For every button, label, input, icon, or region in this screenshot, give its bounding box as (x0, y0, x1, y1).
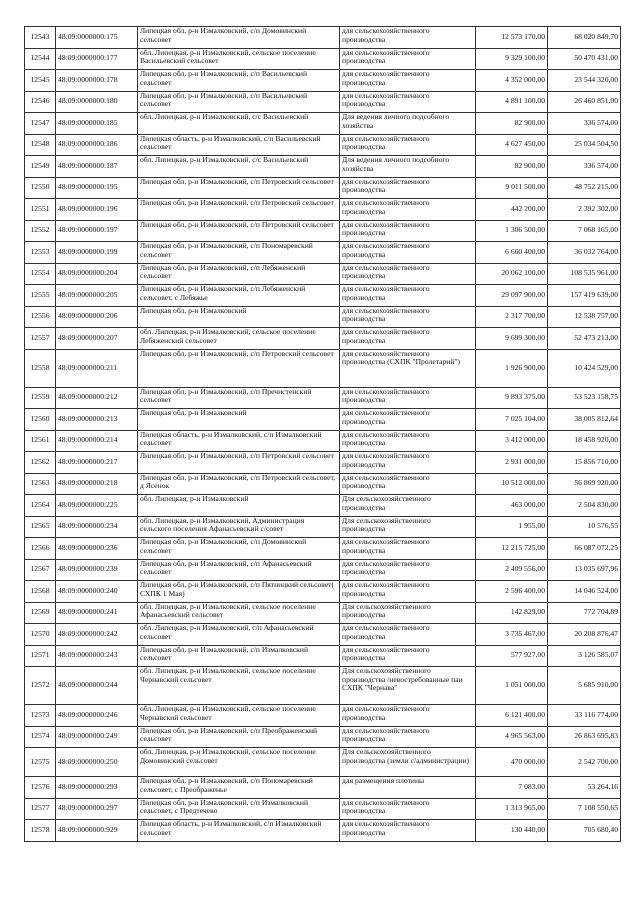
permitted-use-cell: для сельскохозяйственного производства (СХПК "Пролетарий") (340, 349, 476, 387)
cadastral-value-cell: 2 542 700,00 (548, 748, 621, 777)
table-row (25, 538, 621, 560)
permitted-use-cell: для сельскохозяйственного производства (340, 242, 476, 264)
table-row (25, 328, 621, 350)
location-cell: Липецкая обл, р-н Измалковский, с/п Измалковский сельсовет, с Предтечево (138, 798, 340, 820)
row-number: 12551 (25, 199, 56, 221)
table-row (25, 645, 621, 667)
area-value-cell: 3 735 467,00 (476, 624, 548, 646)
row-number: 12566 (25, 538, 56, 560)
row-number: 12568 (25, 581, 56, 603)
location-cell: обл. Липецкая, р-н Измалковский, с/п Афанасьевский сельсовет (138, 624, 340, 646)
area-value-cell: 4 627 450,00 (476, 134, 548, 156)
permitted-use-cell: для сельскохозяйственного производства (340, 285, 476, 307)
permitted-use-cell: для сельскохозяйственного производства (340, 452, 476, 474)
area-value-cell: 1 051 000,00 (476, 667, 548, 705)
permitted-use-cell: Для сельскохозяйственного производства (земли с/администрации) (340, 748, 476, 777)
row-number: 12559 (25, 387, 56, 409)
cadastral-number: 48:09:0000000:243 (56, 645, 138, 667)
cadastral-value-cell: 2 504 830,00 (548, 495, 621, 517)
permitted-use-cell: для сельскохозяйственного производства (340, 409, 476, 431)
permitted-use-cell: для сельскохозяйственного производства (340, 263, 476, 285)
cadastral-number: 48:09:0000000:211 (56, 349, 138, 387)
row-number: 12544 (25, 48, 56, 70)
cadastral-number: 48:09:0000000:185 (56, 113, 138, 135)
cadastral-value-cell: 7 068 165,00 (548, 220, 621, 242)
cadastral-value-cell: 68 020 849,70 (548, 27, 621, 49)
location-cell: Липецкая обл, р-н Измалковский, с/п Домовинский сельсовет (138, 538, 340, 560)
location-cell: Липецкая обл, р-н Измалковский, с/п Петровский сельсовет (138, 177, 340, 199)
cadastral-number: 48:09:0000000:199 (56, 242, 138, 264)
permitted-use-cell: для сельскохозяйственного производства (340, 581, 476, 603)
permitted-use-cell: для сельскохозяйственного производства (340, 177, 476, 199)
cadastral-value-cell: 705 680,40 (548, 820, 621, 842)
cadastral-value-cell: 36 032 764,00 (548, 242, 621, 264)
table-row (25, 285, 621, 307)
location-cell: обл. Липецкая, р-н Измалковский, сельское поселение Чернавский сельсовет (138, 667, 340, 705)
area-value-cell: 12 215 725,00 (476, 538, 548, 560)
row-number: 12565 (25, 516, 56, 538)
permitted-use-cell: для сельскохозяйственного производства (340, 473, 476, 495)
table-row (25, 798, 621, 820)
table-row (25, 452, 621, 474)
cadastral-value-cell: 26 863 695,83 (548, 726, 621, 748)
table-row (25, 559, 621, 581)
cadastral-value-cell: 25 034 504,50 (548, 134, 621, 156)
permitted-use-cell: для сельскохозяйственного производства (340, 705, 476, 727)
location-cell: Липецкая обл, р-н Измалковский, с/п Лебяженский сельсовет, с Лебяжье (138, 285, 340, 307)
table-row (25, 430, 621, 452)
row-number: 12571 (25, 645, 56, 667)
cadastral-value-cell: 772 704,89 (548, 602, 621, 624)
row-number: 12550 (25, 177, 56, 199)
area-value-cell: 1 306 500,00 (476, 220, 548, 242)
cadastral-number: 48:09:0000000:929 (56, 820, 138, 842)
table-row (25, 516, 621, 538)
area-value-cell: 2 409 556,00 (476, 559, 548, 581)
area-value-cell: 82 900,00 (476, 113, 548, 135)
table-row (25, 156, 621, 178)
area-value-cell: 4 891 100,00 (476, 91, 548, 113)
row-number: 12562 (25, 452, 56, 474)
row-number: 12556 (25, 306, 56, 328)
cadastral-number: 48:09:0000000:225 (56, 495, 138, 517)
table-row (25, 387, 621, 409)
location-cell: Липецкая обл, р-н Измалковский (138, 409, 340, 431)
cadastral-number: 48:09:0000000:180 (56, 91, 138, 113)
location-cell: обл. Липецкая, р-н Измалковский, Администрация сельского поселения Афанасьевский с/совет (138, 516, 340, 538)
area-value-cell: 130 440,00 (476, 820, 548, 842)
table-row (25, 263, 621, 285)
area-value-cell: 20 062 100,00 (476, 263, 548, 285)
permitted-use-cell: для сельскохозяйственного производства (340, 387, 476, 409)
table-row (25, 820, 621, 842)
permitted-use-cell: для сельскохозяйственного производства (340, 220, 476, 242)
row-number: 12555 (25, 285, 56, 307)
permitted-use-cell: для сельскохозяйственного производства (340, 430, 476, 452)
area-value-cell: 12 573 170,00 (476, 27, 548, 49)
area-value-cell: 10 512 000,00 (476, 473, 548, 495)
table-row (25, 409, 621, 431)
table-row (25, 624, 621, 646)
cadastral-number: 48:09:0000000:240 (56, 581, 138, 603)
area-value-cell: 470 000,00 (476, 748, 548, 777)
row-number: 12572 (25, 667, 56, 705)
table-row (25, 134, 621, 156)
row-number: 12560 (25, 409, 56, 431)
permitted-use-cell: Для сельскохозяйственного производства (340, 602, 476, 624)
permitted-use-cell: Для сельскохозяйственного производства (340, 495, 476, 517)
cadastral-number: 48:09:0000000:297 (56, 798, 138, 820)
row-number: 12561 (25, 430, 56, 452)
row-number: 12573 (25, 705, 56, 727)
cadastral-value-cell: 13 035 697,96 (548, 559, 621, 581)
cadastral-value-cell: 50 470 431,00 (548, 48, 621, 70)
cadastral-value-cell: 66 087 072,25 (548, 538, 621, 560)
table-row (25, 349, 621, 387)
location-cell: Липецкая обл, р-н Измалковский, с/п Петровский сельсовет (138, 452, 340, 474)
cadastral-value-cell: 14 046 524,00 (548, 581, 621, 603)
row-number: 12577 (25, 798, 56, 820)
area-value-cell: 9 893 375,00 (476, 387, 548, 409)
area-value-cell: 3 412 000,00 (476, 430, 548, 452)
permitted-use-cell: для сельскохозяйственного производства (340, 134, 476, 156)
table-row (25, 199, 621, 221)
row-number: 12578 (25, 820, 56, 842)
cadastral-value-cell: 336 574,00 (548, 113, 621, 135)
cadastral-value-cell: 157 419 639,00 (548, 285, 621, 307)
location-cell: Липецкая обл, р-н Измалковский, с/п Преображенский сельсовет (138, 726, 340, 748)
permitted-use-cell: для сельскохозяйственного производства (340, 328, 476, 350)
location-cell: Липецкая обл, р-н Измалковский, с/п Петровский сельсовет (138, 220, 340, 242)
cadastral-value-cell: 18 458 920,00 (548, 430, 621, 452)
cadastral-number: 48:09:0000000:249 (56, 726, 138, 748)
row-number: 12574 (25, 726, 56, 748)
cadastral-number: 48:09:0000000:175 (56, 27, 138, 49)
area-value-cell: 9 011 500,00 (476, 177, 548, 199)
table-row (25, 748, 621, 777)
cadastral-number: 48:09:0000000:236 (56, 538, 138, 560)
area-value-cell: 4 352 000,00 (476, 70, 548, 92)
cadastral-number: 48:09:0000000:218 (56, 473, 138, 495)
area-value-cell: 2 596 400,00 (476, 581, 548, 603)
cadastral-value-cell: 108 535 961,00 (548, 263, 621, 285)
cadastral-value-cell: 15 856 710,00 (548, 452, 621, 474)
row-number: 12576 (25, 777, 56, 799)
cadastral-number: 48:09:0000000:186 (56, 134, 138, 156)
cadastral-number: 48:09:0000000:234 (56, 516, 138, 538)
table-row (25, 177, 621, 199)
location-cell: Липецкая область, р-н Измалковский, с/п Васильевский сельсовет (138, 134, 340, 156)
area-value-cell: 463 000,00 (476, 495, 548, 517)
location-cell: обл. Липецкая, р-н Измалковский, с/с Васильевский (138, 113, 340, 135)
table-row (25, 48, 621, 70)
table-row (25, 242, 621, 264)
location-cell: обл. Липецкая, р-н Измалковский, сельское поселение Афанасьевский сельсовет (138, 602, 340, 624)
location-cell: Липецкая область, р-н Измалковский, с/п Измалковский сельсовет (138, 820, 340, 842)
permitted-use-cell: для размещения плотины (340, 777, 476, 799)
location-cell: Липецкая область, р-н Измалковский, с/п Измалковский сельсовет (138, 430, 340, 452)
area-value-cell: 2 317 700,00 (476, 306, 548, 328)
permitted-use-cell: для сельскохозяйственного производства (340, 559, 476, 581)
cadastral-number: 48:09:0000000:177 (56, 48, 138, 70)
row-number: 12552 (25, 220, 56, 242)
cadastral-value-cell: 336 574,00 (548, 156, 621, 178)
cadastral-value-cell: 2 392 302,00 (548, 199, 621, 221)
cadastral-number: 48:09:0000000:204 (56, 263, 138, 285)
permitted-use-cell: для сельскохозяйственного производства (340, 538, 476, 560)
location-cell: Липецкая обл, р-н Измалковский, с/п Пречистенский сельсовет (138, 387, 340, 409)
row-number: 12543 (25, 27, 56, 49)
cadastral-value-cell: 53 264,16 (548, 777, 621, 799)
permitted-use-cell: для сельскохозяйственного производства (340, 306, 476, 328)
location-cell: Липецкая обл, р-н Измалковский, с/п Васильевский сельсовет (138, 91, 340, 113)
area-value-cell: 7 083,00 (476, 777, 548, 799)
location-cell: Липецкая обл, р-н Измалковский, с/п Пятницкий сельсовет( СХПК 1 Мая) (138, 581, 340, 603)
table-row (25, 113, 621, 135)
permitted-use-cell: Для ведения личного подсобного хозяйства (340, 156, 476, 178)
cadastral-number: 48:09:0000000:250 (56, 748, 138, 777)
location-cell: обл. Липецкая, р-н Измалковский, сельское поселение Чернавский сельсовет (138, 705, 340, 727)
area-value-cell: 1 926 900,00 (476, 349, 548, 387)
cadastral-value-cell: 56 869 920,00 (548, 473, 621, 495)
cadastral-number: 48:09:0000000:239 (56, 559, 138, 581)
location-cell: Липецкая обл, р-н Измалковский, с/п Измалковский сельсовет (138, 645, 340, 667)
row-number: 12567 (25, 559, 56, 581)
cadastral-number: 48:09:0000000:214 (56, 430, 138, 452)
area-value-cell: 1 313 965,00 (476, 798, 548, 820)
cadastral-number: 48:09:0000000:213 (56, 409, 138, 431)
row-number: 12545 (25, 70, 56, 92)
area-value-cell: 82 900,00 (476, 156, 548, 178)
table-row (25, 220, 621, 242)
cadastral-value-cell: 23 544 320,00 (548, 70, 621, 92)
location-cell: Липецкая обл, р-н Измалковский, с/п Афанасьевский сельсовет (138, 559, 340, 581)
area-value-cell: 142 829,00 (476, 602, 548, 624)
table-row (25, 726, 621, 748)
table-row (25, 602, 621, 624)
permitted-use-cell: для сельскохозяйственного производства (340, 726, 476, 748)
location-cell: обл. Липецкая, р-н Измалковский, сельское поселение Лебяженский сельсовет (138, 328, 340, 350)
table-row (25, 777, 621, 799)
cadastral-number: 48:09:0000000:195 (56, 177, 138, 199)
table-row (25, 495, 621, 517)
cadastral-number: 48:09:0000000:246 (56, 705, 138, 727)
area-value-cell: 7 025 104,00 (476, 409, 548, 431)
location-cell: Липецкая обл, р-н Измалковский, с/п Лебяженский сельсовет (138, 263, 340, 285)
cadastral-number: 48:09:0000000:212 (56, 387, 138, 409)
land-parcel-table (24, 26, 621, 842)
table-row (25, 306, 621, 328)
row-number: 12563 (25, 473, 56, 495)
row-number: 12575 (25, 748, 56, 777)
row-number: 12548 (25, 134, 56, 156)
cadastral-number: 48:09:0000000:217 (56, 452, 138, 474)
cadastral-value-cell: 20 208 876,47 (548, 624, 621, 646)
cadastral-number: 48:09:0000000:242 (56, 624, 138, 646)
cadastral-value-cell: 3 126 585,07 (548, 645, 621, 667)
permitted-use-cell: для сельскохозяйственного производства (340, 798, 476, 820)
location-cell: Липецкая обл, р-н Измалковский (138, 306, 340, 328)
location-cell: Липецкая обл, р-н Измалковский, с/п Васильевский сельсовет (138, 70, 340, 92)
area-value-cell: 442 200,00 (476, 199, 548, 221)
cadastral-value-cell: 52 473 213,00 (548, 328, 621, 350)
cadastral-value-cell: 5 685 910,00 (548, 667, 621, 705)
permitted-use-cell: для сельскохозяйственного производства (340, 48, 476, 70)
table-row (25, 705, 621, 727)
location-cell: обл. Липецкая, р-н Измалковский, сельское поселение Домовинский сельсовет (138, 748, 340, 777)
location-cell: Липецкая обл, р-н Измалковский, с/п Пономаревский сельсовет, с Преображенье (138, 777, 340, 799)
location-cell: Липецкая обл, р-н Измалковский, с/п Домовинский сельсовет (138, 27, 340, 49)
location-cell: Липецкая обл, р-н Измалковский, с/п Петровский сельсовет (138, 349, 340, 387)
location-cell: обл. Липецкая, р-н Измалковский (138, 495, 340, 517)
table-row (25, 667, 621, 705)
area-value-cell: 6 121 400,00 (476, 705, 548, 727)
row-number: 12553 (25, 242, 56, 264)
location-cell: обл. Липецкая, р-н Измалковский, сельское поселение Васильевский сельсовет (138, 48, 340, 70)
row-number: 12570 (25, 624, 56, 646)
cadastral-value-cell: 33 116 774,00 (548, 705, 621, 727)
table-row (25, 473, 621, 495)
cadastral-value-cell: 7 108 550,65 (548, 798, 621, 820)
permitted-use-cell: для сельскохозяйственного производства (340, 645, 476, 667)
row-number: 12554 (25, 263, 56, 285)
table-row (25, 581, 621, 603)
cadastral-value-cell: 10 576,55 (548, 516, 621, 538)
permitted-use-cell: для сельскохозяйственного производства (340, 199, 476, 221)
cadastral-value-cell: 38 005 812,64 (548, 409, 621, 431)
location-cell: обл. Липецкая, р-н Измалковский, с/с Васильевский (138, 156, 340, 178)
area-value-cell: 9 329 100,00 (476, 48, 548, 70)
location-cell: Липецкая обл, р-н Измалковский, с/п Петровский сельсовет, д Ясенок (138, 473, 340, 495)
area-value-cell: 577 927,00 (476, 645, 548, 667)
permitted-use-cell: для сельскохозяйственного производства (340, 70, 476, 92)
permitted-use-cell: Для ведения личного подсобного хозяйства (340, 113, 476, 135)
cadastral-number: 48:09:0000000:205 (56, 285, 138, 307)
location-cell: Липецкая обл, р-н Измалковский, с/п Петровский сельсовет (138, 199, 340, 221)
area-value-cell: 1 955,00 (476, 516, 548, 538)
row-number: 12569 (25, 602, 56, 624)
permitted-use-cell: для сельскохозяйственного производства (340, 27, 476, 49)
row-number: 12549 (25, 156, 56, 178)
cadastral-number: 48:09:0000000:178 (56, 70, 138, 92)
cadastral-number: 48:09:0000000:187 (56, 156, 138, 178)
area-value-cell: 6 660 400,00 (476, 242, 548, 264)
permitted-use-cell: для сельскохозяйственного производства (340, 624, 476, 646)
table-row (25, 27, 621, 49)
cadastral-value-cell: 26 460 851,00 (548, 91, 621, 113)
area-value-cell: 9 699 300,00 (476, 328, 548, 350)
cadastral-number: 48:09:0000000:293 (56, 777, 138, 799)
permitted-use-cell: для сельскохозяйственного производства (340, 820, 476, 842)
row-number: 12557 (25, 328, 56, 350)
area-value-cell: 29 097 900,00 (476, 285, 548, 307)
table-row (25, 70, 621, 92)
cadastral-value-cell: 53 523 158,75 (548, 387, 621, 409)
permitted-use-cell: для сельскохозяйственного производства (340, 91, 476, 113)
row-number: 12564 (25, 495, 56, 517)
cadastral-number: 48:09:0000000:196 (56, 199, 138, 221)
cadastral-number: 48:09:0000000:197 (56, 220, 138, 242)
area-value-cell: 4 965 563,00 (476, 726, 548, 748)
land-register-sheet (24, 26, 620, 842)
cadastral-value-cell: 48 752 215,00 (548, 177, 621, 199)
cadastral-number: 48:09:0000000:207 (56, 328, 138, 350)
permitted-use-cell: Для сельскохозяйственного производства /невостребованные паи СХПК "Чернава" (340, 667, 476, 705)
cadastral-value-cell: 12 538 757,00 (548, 306, 621, 328)
cadastral-number: 48:09:0000000:206 (56, 306, 138, 328)
cadastral-value-cell: 10 424 529,00 (548, 349, 621, 387)
cadastral-number: 48:09:0000000:244 (56, 667, 138, 705)
row-number: 12546 (25, 91, 56, 113)
cadastral-number: 48:09:0000000:241 (56, 602, 138, 624)
row-number: 12547 (25, 113, 56, 135)
area-value-cell: 2 931 000,00 (476, 452, 548, 474)
row-number: 12558 (25, 349, 56, 387)
table-row (25, 91, 621, 113)
permitted-use-cell: Для сельскохозяйственного производства (340, 516, 476, 538)
table-body (25, 27, 621, 842)
location-cell: Липецкая обл, р-н Измалковский, с/п Пономаревский сельсовет (138, 242, 340, 264)
